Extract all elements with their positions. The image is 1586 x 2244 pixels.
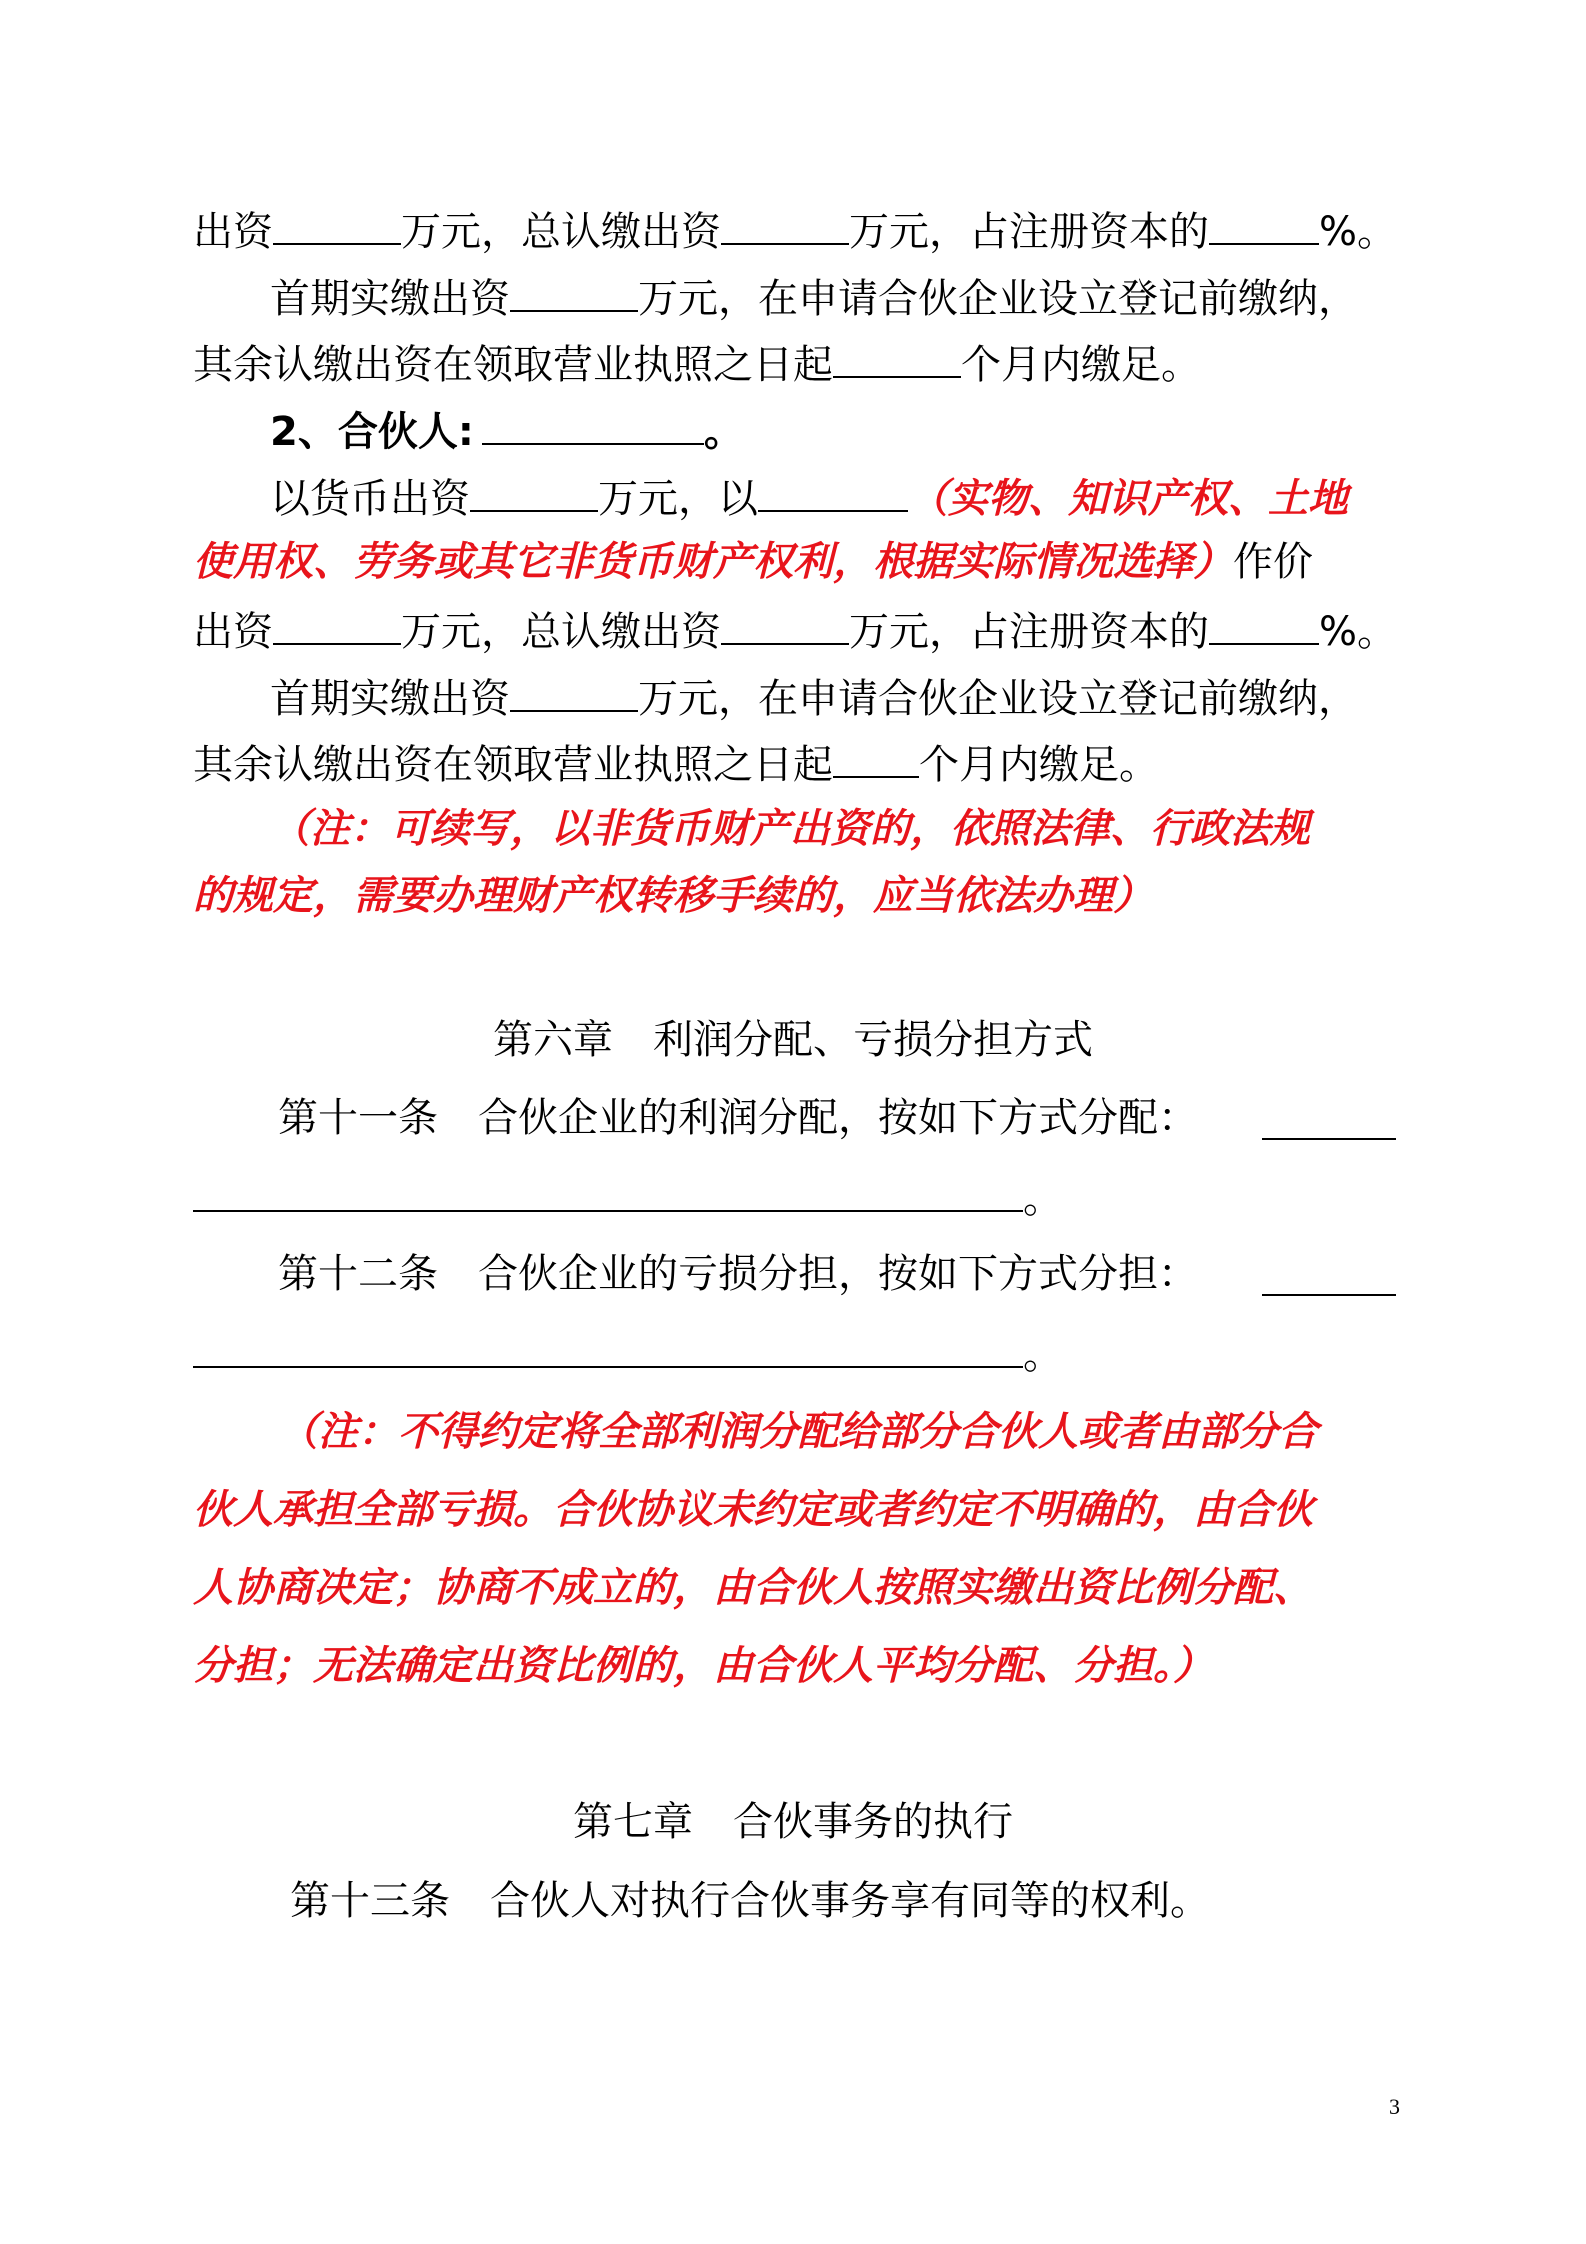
contribution-line bbox=[193, 205, 1397, 256]
red-note: 伙人承担全部亏损。合伙协议未约定或者约定不明确的，由合伙 bbox=[193, 1487, 1313, 1533]
text-segment: 万元，总认缴出资 bbox=[401, 209, 721, 255]
blank-field[interactable] bbox=[273, 605, 401, 645]
first-payment-line bbox=[270, 672, 1358, 723]
article-12 bbox=[278, 1250, 1198, 1298]
blank-field[interactable] bbox=[273, 205, 401, 245]
blank-field[interactable] bbox=[510, 672, 638, 712]
blank-field[interactable] bbox=[510, 272, 638, 312]
remaining-payment-line bbox=[193, 338, 1201, 389]
article-11-continued bbox=[193, 1172, 1063, 1223]
red-note: （实物、知识产权、土地 bbox=[908, 476, 1348, 522]
text-segment: 万元，在申请合伙企业设立登记前缴纳， bbox=[638, 276, 1358, 322]
text-segment: 其余认缴出资在领取营业执照之日起 bbox=[193, 342, 833, 388]
blank-field[interactable] bbox=[833, 338, 961, 378]
red-note: （注：不得约定将全部利润分配给部分合伙人或者由部分合 bbox=[278, 1409, 1318, 1455]
first-payment-line bbox=[270, 272, 1358, 323]
text-segment: 其余认缴出资在领取营业执照之日起 bbox=[193, 742, 833, 788]
text-segment: 首期实缴出资 bbox=[270, 676, 510, 722]
text-segment: 作价 bbox=[1233, 539, 1313, 585]
chapter-6-title: 第六章 利润分配、亏损分担方式 bbox=[493, 1017, 1093, 1063]
red-note: 使用权、劳务或其它非货币财产权利，根据实际情况选择） bbox=[193, 539, 1233, 585]
blank-field[interactable] bbox=[193, 1328, 1023, 1368]
red-note: 的规定，需要办理财产权转移手续的，应当依法办理） bbox=[193, 873, 1153, 919]
red-note: 人协商决定；协商不成立的，由合伙人按照实缴出资比例分配、 bbox=[193, 1565, 1313, 1611]
remaining-payment-line bbox=[193, 738, 1159, 789]
chapter-7-title: 第七章 合伙事务的执行 bbox=[573, 1799, 1013, 1845]
text-segment: 以货币出资 bbox=[270, 476, 470, 522]
text-segment: 。 bbox=[703, 409, 744, 455]
blank-field[interactable] bbox=[721, 205, 849, 245]
text-segment: 2、合伙人: bbox=[270, 409, 474, 455]
contribution-line bbox=[193, 605, 1397, 656]
blank-field[interactable] bbox=[721, 605, 849, 645]
text-segment: %。 bbox=[1319, 209, 1398, 255]
text-segment: 万元，以 bbox=[598, 476, 758, 522]
text-segment: 万元，总认缴出资 bbox=[401, 609, 721, 655]
non-currency-line bbox=[193, 538, 1313, 586]
text-segment: 万元，占注册资本的 bbox=[849, 209, 1209, 255]
text-segment: 万元，在申请合伙企业设立登记前缴纳， bbox=[638, 676, 1358, 722]
blank-field[interactable] bbox=[1209, 205, 1319, 245]
partner-heading bbox=[270, 405, 744, 456]
text-segment: 首期实缴出资 bbox=[270, 276, 510, 322]
blank-field[interactable] bbox=[758, 472, 908, 512]
text-segment: 个月内缴足。 bbox=[919, 742, 1159, 788]
article-12-continued bbox=[193, 1328, 1063, 1379]
text-segment: 第十二条 合伙企业的亏损分担，按如下方式分担： bbox=[278, 1251, 1198, 1297]
blank-field[interactable] bbox=[1262, 1100, 1396, 1140]
text-segment: 。 bbox=[1023, 1332, 1063, 1378]
blank-field[interactable] bbox=[1262, 1256, 1396, 1296]
text-segment: 万元，占注册资本的 bbox=[849, 609, 1209, 655]
article-13: 第十三条 合伙人对执行合伙事务享有同等的权利。 bbox=[290, 1878, 1210, 1924]
blank-field[interactable] bbox=[833, 738, 919, 778]
text-segment: 。 bbox=[1023, 1176, 1063, 1222]
text-segment: 出资 bbox=[193, 609, 273, 655]
page-number: 3 bbox=[1389, 2094, 1400, 2119]
blank-field[interactable] bbox=[193, 1172, 1023, 1212]
blank-field[interactable] bbox=[470, 472, 598, 512]
blank-field[interactable] bbox=[1209, 605, 1319, 645]
text-segment: %。 bbox=[1319, 609, 1398, 655]
article-11 bbox=[278, 1094, 1198, 1142]
red-note: （注：可续写，以非货币财产出资的，依照法律、行政法规 bbox=[270, 806, 1310, 852]
text-segment: 出资 bbox=[193, 209, 273, 255]
partner-name-field[interactable] bbox=[482, 405, 704, 445]
text-segment: 第十一条 合伙企业的利润分配，按如下方式分配： bbox=[278, 1095, 1198, 1141]
red-note: 分担；无法确定出资比例的，由合伙人平均分配、分担。） bbox=[193, 1643, 1213, 1689]
text-segment: 个月内缴足。 bbox=[961, 342, 1201, 388]
currency-contribution-line bbox=[270, 472, 1348, 523]
